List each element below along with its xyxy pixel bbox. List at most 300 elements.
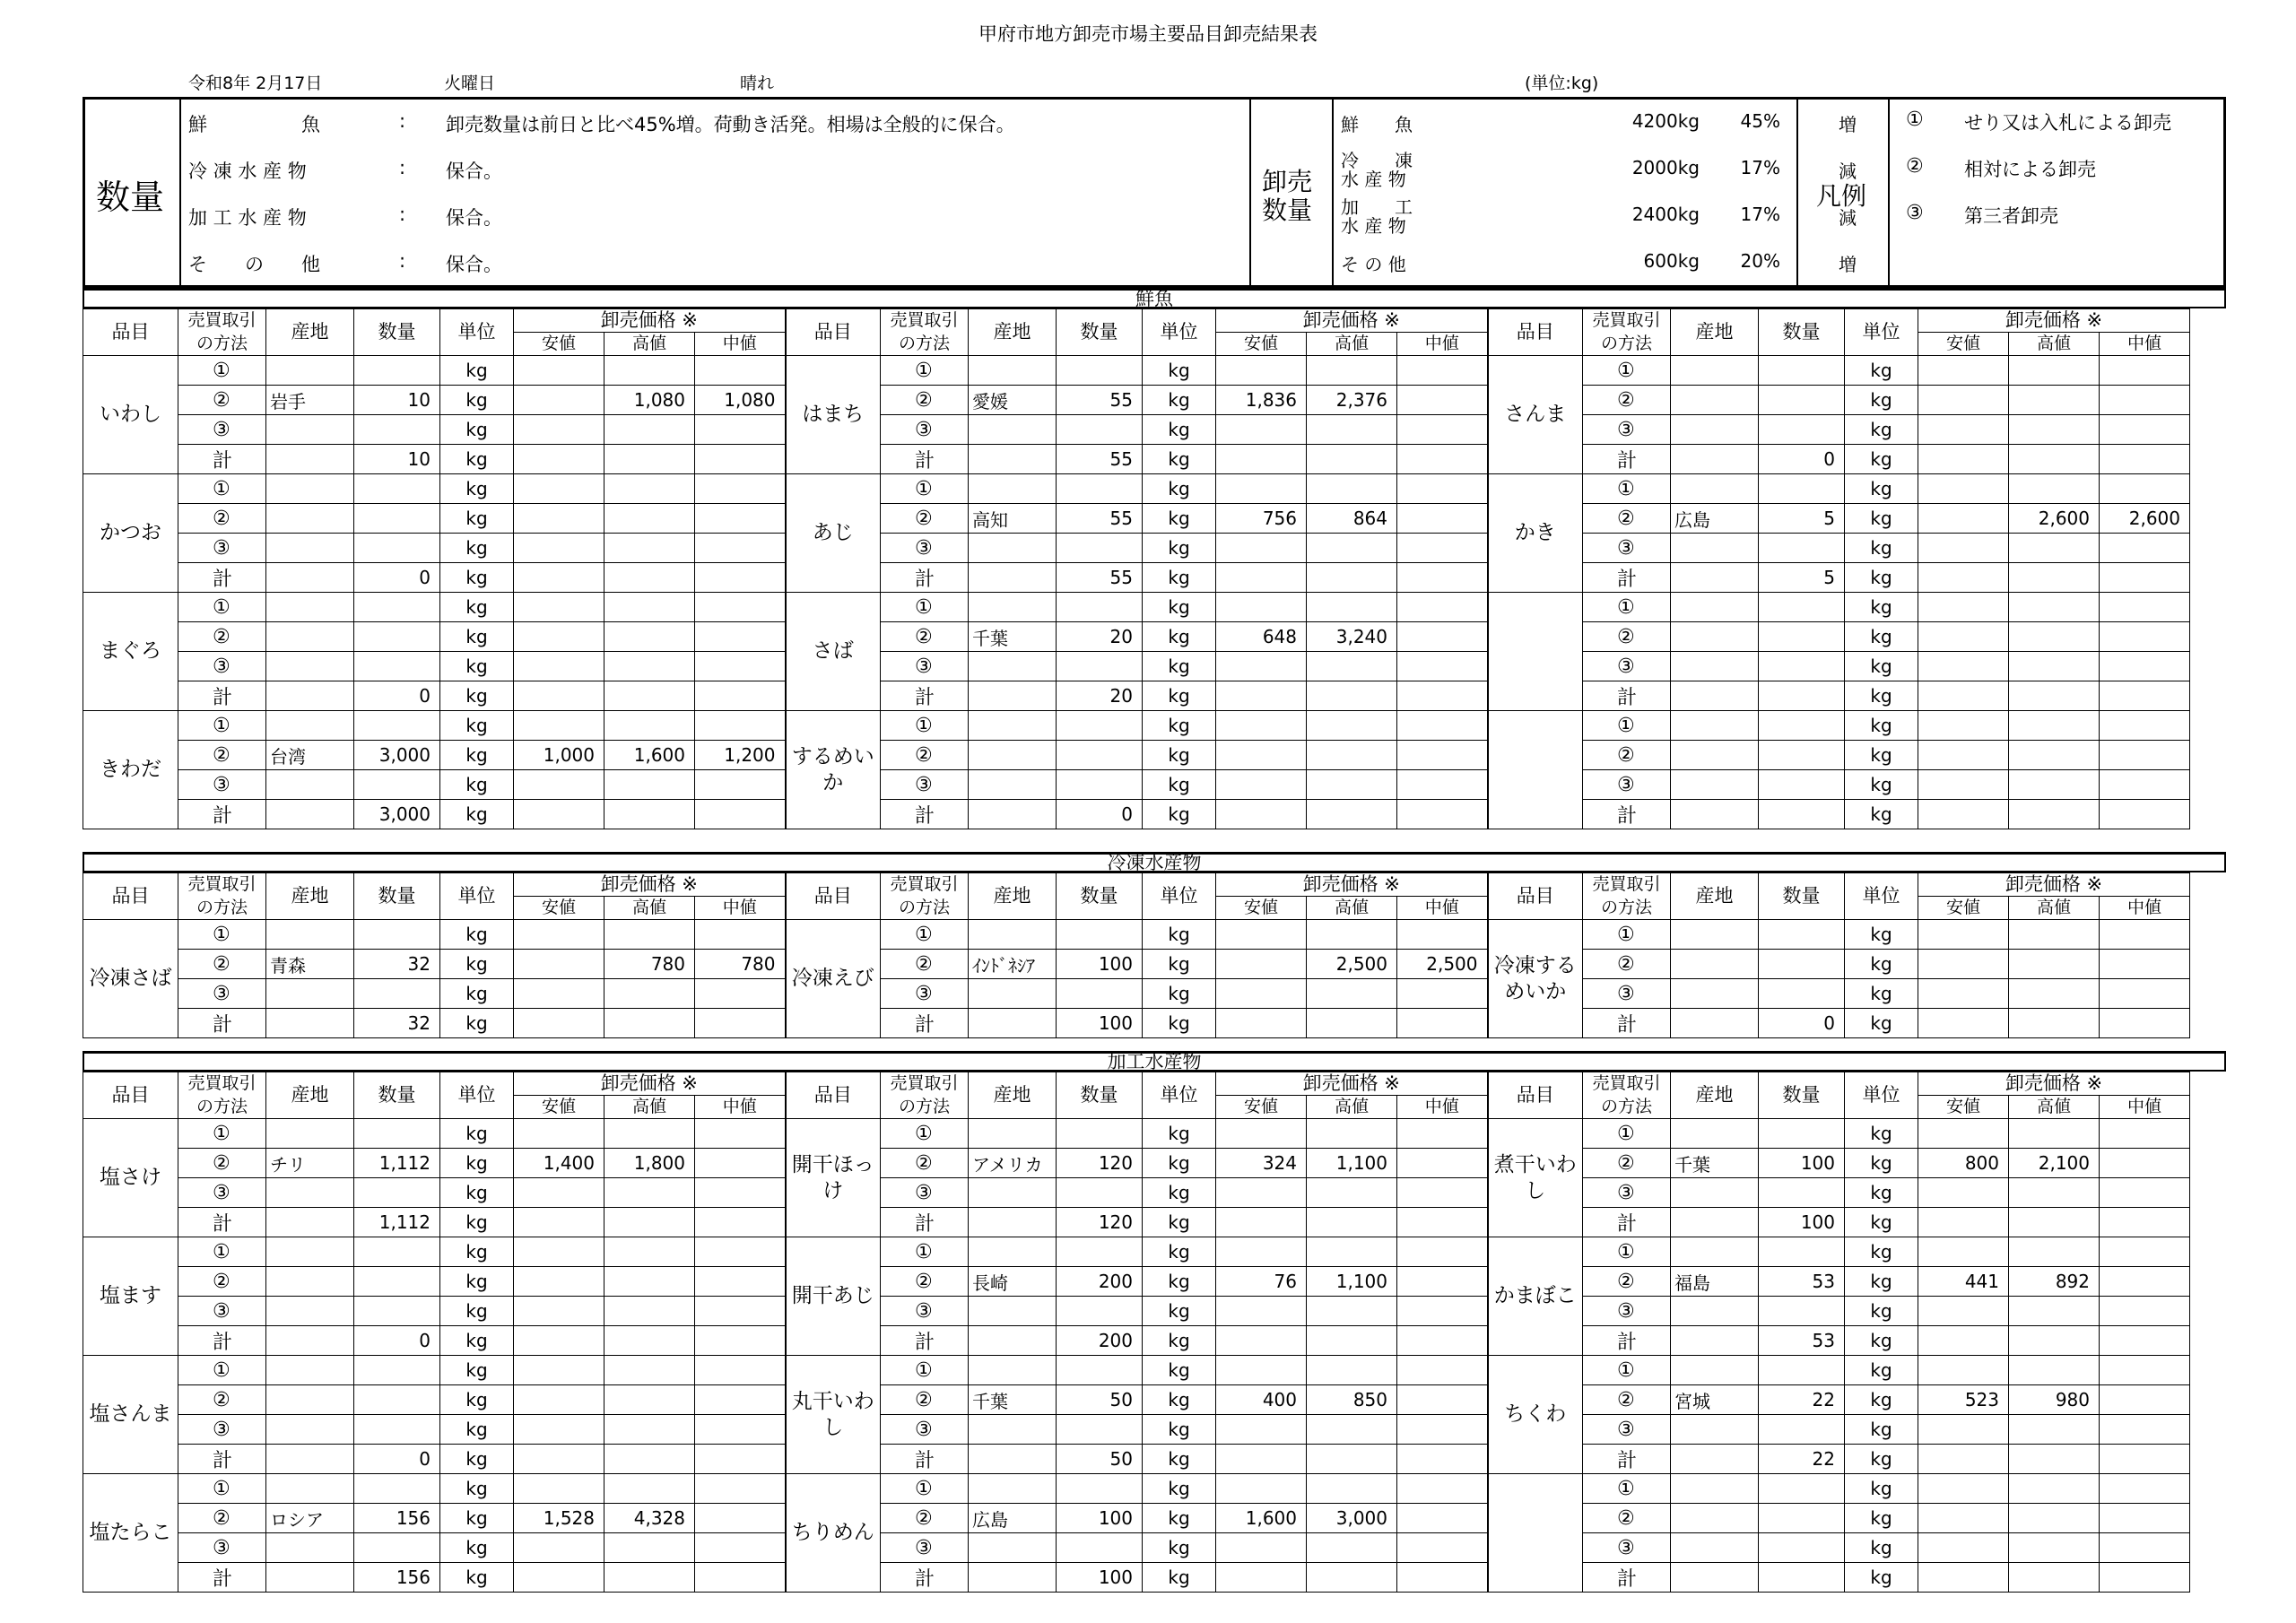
quantity-cell	[1057, 1297, 1143, 1326]
price-low-cell	[514, 950, 604, 979]
unit-cell: kg	[440, 1415, 514, 1445]
unit-cell: kg	[1143, 415, 1216, 445]
trade-method: ①	[178, 593, 266, 622]
volume-pct: 45%	[1740, 110, 1780, 132]
trade-method: ①	[1583, 1119, 1671, 1149]
price-high-cell	[1307, 1119, 1397, 1149]
price-high-cell	[1307, 356, 1397, 386]
unit-cell: kg	[1143, 1504, 1216, 1533]
table-row	[83, 979, 2190, 1009]
price-mid-cell	[1397, 711, 1488, 741]
price-high-cell	[604, 1178, 695, 1208]
trade-method: ③	[881, 770, 969, 800]
table-row	[83, 681, 2190, 711]
quantity-cell	[354, 1119, 440, 1149]
trade-method: ①	[881, 474, 969, 504]
unit-cell: kg	[440, 474, 514, 504]
price-low-cell	[1216, 1533, 1307, 1563]
unit-cell: kg	[1143, 741, 1216, 770]
trade-method: ①	[178, 1356, 266, 1385]
trade-method: 計	[881, 681, 969, 711]
quantity-cell	[1759, 950, 1845, 979]
price-low-cell	[514, 681, 604, 711]
price-low-cell	[1216, 445, 1307, 474]
origin-cell	[1671, 652, 1759, 681]
column-header-method-2: の方法	[178, 333, 266, 356]
column-header-method-2: の方法	[881, 1096, 969, 1119]
origin-cell	[1671, 1356, 1759, 1385]
price-low-cell: 523	[1918, 1385, 2009, 1415]
price-mid-cell	[1397, 1208, 1488, 1237]
quantity-total-cell: 156	[354, 1563, 440, 1593]
price-high-cell	[1307, 563, 1397, 593]
unit-cell: kg	[1845, 1356, 1918, 1385]
origin-cell	[266, 1178, 354, 1208]
trade-method: ③	[178, 979, 266, 1009]
trade-method: ②	[881, 504, 969, 534]
unit-cell: kg	[1143, 1149, 1216, 1178]
quantity-cell	[1759, 711, 1845, 741]
volume-pct: 17%	[1740, 204, 1780, 225]
unit-cell: kg	[1845, 356, 1918, 386]
price-high-cell	[1307, 800, 1397, 829]
price-low-cell	[514, 1533, 604, 1563]
column-header-item: 品目	[83, 309, 178, 356]
price-mid-cell	[2100, 652, 2190, 681]
price-mid-cell	[1397, 770, 1488, 800]
quantity-cell	[1057, 1237, 1143, 1267]
quantity-cell	[1759, 741, 1845, 770]
quantity-cell	[354, 504, 440, 534]
price-high-cell	[604, 622, 695, 652]
quantity-cell	[1057, 1474, 1143, 1504]
column-header-unit: 単位	[440, 1072, 514, 1119]
table-row	[83, 1208, 2190, 1237]
quantity-cell	[1759, 1356, 1845, 1385]
quantity-cell	[1759, 356, 1845, 386]
price-high-cell: 1,100	[1307, 1149, 1397, 1178]
volume-qty: 2400kg	[1631, 204, 1700, 225]
column-header-unit: 単位	[1845, 873, 1918, 920]
quantity-cell	[354, 474, 440, 504]
price-low-cell	[1216, 800, 1307, 829]
item-name: 冷凍さば	[83, 920, 178, 1038]
price-mid-cell	[2100, 356, 2190, 386]
price-low-cell	[1216, 741, 1307, 770]
unit-cell: kg	[440, 1178, 514, 1208]
quantity-cell	[1759, 1178, 1845, 1208]
price-mid-cell	[1397, 1119, 1488, 1149]
price-mid-cell	[695, 356, 786, 386]
price-high-cell	[604, 1533, 695, 1563]
price-mid-cell	[695, 1533, 786, 1563]
unit-cell: kg	[440, 1208, 514, 1237]
quantity-cell: 120	[1057, 1149, 1143, 1178]
origin-cell	[969, 1474, 1057, 1504]
origin-cell	[266, 534, 354, 563]
price-mid-cell	[1397, 356, 1488, 386]
price-high-cell	[1307, 1326, 1397, 1356]
price-high-cell: 1,100	[1307, 1267, 1397, 1297]
price-mid-cell	[2100, 1563, 2190, 1593]
price-high-cell	[604, 474, 695, 504]
trade-method: 計	[881, 1009, 969, 1038]
price-mid-cell	[1397, 800, 1488, 829]
origin-cell	[266, 979, 354, 1009]
column-header-qty: 数量	[354, 873, 440, 920]
trade-method: ①	[1583, 356, 1671, 386]
price-high-cell	[2009, 356, 2100, 386]
price-mid-cell	[695, 1415, 786, 1445]
volume-category-line2: 水 産 物	[1341, 169, 1406, 190]
price-high-cell	[1307, 1208, 1397, 1237]
origin-cell	[266, 1415, 354, 1445]
quantity-cell	[1759, 1119, 1845, 1149]
origin-cell	[1671, 356, 1759, 386]
quantity-cell: 100	[1057, 1504, 1143, 1533]
column-header-method-2: の方法	[178, 897, 266, 920]
trade-method: 計	[881, 1208, 969, 1237]
price-high-cell	[604, 681, 695, 711]
price-mid-cell	[1397, 1415, 1488, 1445]
price-mid-cell	[695, 1326, 786, 1356]
quantity-cell	[1759, 534, 1845, 563]
origin-cell	[266, 445, 354, 474]
trade-method: ③	[881, 1415, 969, 1445]
quantity-cell	[354, 1356, 440, 1385]
trade-method: 計	[1583, 1009, 1671, 1038]
trade-method: 計	[881, 1326, 969, 1356]
price-mid-cell	[1397, 1504, 1488, 1533]
table-row	[83, 1178, 2190, 1208]
quantity-cell	[354, 652, 440, 681]
price-high-cell: 850	[1307, 1385, 1397, 1415]
origin-cell	[266, 1326, 354, 1356]
unit-cell: kg	[1143, 1415, 1216, 1445]
origin-cell	[1671, 1119, 1759, 1149]
origin-cell	[969, 979, 1057, 1009]
price-high-cell	[1307, 652, 1397, 681]
unit-cell: kg	[1845, 1009, 1918, 1038]
trade-method: ②	[178, 1149, 266, 1178]
price-mid-cell	[695, 1237, 786, 1267]
unit-cell: kg	[440, 979, 514, 1009]
origin-cell	[969, 711, 1057, 741]
price-low-cell	[1918, 415, 2009, 445]
origin-cell: 千葉	[1671, 1149, 1759, 1178]
price-mid-cell	[2100, 1237, 2190, 1267]
price-mid-cell	[1397, 741, 1488, 770]
unit-cell: kg	[1845, 386, 1918, 415]
volume-qty: 4200kg	[1631, 110, 1700, 132]
price-low-cell	[1216, 1563, 1307, 1593]
origin-cell	[1671, 800, 1759, 829]
table-row	[83, 534, 2190, 563]
origin-cell	[1671, 741, 1759, 770]
quantity-cell	[354, 415, 440, 445]
price-low-cell	[1216, 1237, 1307, 1267]
column-header-item: 品目	[1488, 309, 1583, 356]
quantity-cell	[354, 1237, 440, 1267]
origin-cell	[1671, 1415, 1759, 1445]
table-row	[83, 1297, 2190, 1326]
trade-method: ③	[881, 1297, 969, 1326]
unit-cell: kg	[440, 681, 514, 711]
item-name: ちりめん	[786, 1474, 881, 1593]
price-low-cell	[1918, 800, 2009, 829]
price-mid-cell	[695, 563, 786, 593]
price-mid-cell	[1397, 534, 1488, 563]
origin-cell	[1671, 711, 1759, 741]
unit-cell: kg	[440, 445, 514, 474]
price-mid-cell	[1397, 1356, 1488, 1385]
price-low-cell	[514, 504, 604, 534]
column-header-high: 高値	[2009, 1096, 2100, 1119]
item-name: するめいか	[786, 711, 881, 829]
price-high-cell	[2009, 1237, 2100, 1267]
origin-cell	[969, 652, 1057, 681]
price-low-cell	[1216, 1415, 1307, 1445]
column-header-origin: 産地	[266, 1072, 354, 1119]
origin-cell: ロシア	[266, 1504, 354, 1533]
column-header-low: 安値	[1918, 897, 2009, 920]
origin-cell: 広島	[1671, 504, 1759, 534]
table-row	[83, 1563, 2190, 1593]
price-mid-cell	[2100, 1504, 2190, 1533]
item-name: かまぼこ	[1488, 1237, 1583, 1356]
price-low-cell	[514, 770, 604, 800]
price-mid-cell	[1397, 1297, 1488, 1326]
unit-cell: kg	[1143, 563, 1216, 593]
table-row	[83, 563, 2190, 593]
price-low-cell	[1918, 1119, 2009, 1149]
origin-cell: チリ	[266, 1149, 354, 1178]
column-header-price: 卸売価格 ※	[1918, 873, 2190, 897]
price-mid-cell	[695, 504, 786, 534]
quantity-cell	[1057, 770, 1143, 800]
price-high-cell	[2009, 474, 2100, 504]
unit-cell: kg	[1143, 979, 1216, 1009]
quantity-cell: 100	[1759, 1149, 1845, 1178]
quantity-cell	[1759, 770, 1845, 800]
price-high-cell	[2009, 1326, 2100, 1356]
price-mid-cell	[2100, 386, 2190, 415]
unit-cell: kg	[440, 652, 514, 681]
price-mid-cell	[2100, 711, 2190, 741]
trade-method: ①	[1583, 474, 1671, 504]
origin-cell	[266, 415, 354, 445]
column-header-unit: 単位	[1845, 1072, 1918, 1119]
column-header-mid: 中値	[2100, 333, 2190, 356]
item-name: きわだ	[83, 711, 178, 829]
unit-cell: kg	[1845, 979, 1918, 1009]
price-high-cell	[2009, 681, 2100, 711]
quantity-total-cell: 100	[1057, 1563, 1143, 1593]
unit-cell: kg	[1845, 1149, 1918, 1178]
price-low-cell	[514, 979, 604, 1009]
trade-method: 計	[178, 1208, 266, 1237]
column-header-origin: 産地	[1671, 1072, 1759, 1119]
legend-mark: ③	[1906, 202, 1924, 224]
unit-cell: kg	[1143, 356, 1216, 386]
price-high-cell	[604, 504, 695, 534]
trade-method: ①	[1583, 1237, 1671, 1267]
comment-category: 加 工 水 産 物	[188, 207, 307, 229]
origin-cell	[266, 1356, 354, 1385]
quantity-cell	[354, 770, 440, 800]
price-low-cell	[1918, 681, 2009, 711]
legend-text: せり又は入札による卸売	[1964, 112, 2171, 134]
price-high-cell: 2,600	[2009, 504, 2100, 534]
origin-cell	[969, 445, 1057, 474]
quantity-cell	[354, 920, 440, 950]
column-header-item: 品目	[83, 1072, 178, 1119]
unit-cell: kg	[1845, 534, 1918, 563]
column-header-qty: 数量	[1057, 1072, 1143, 1119]
price-low-cell	[1918, 1009, 2009, 1038]
price-low-cell	[1216, 1445, 1307, 1474]
price-low-cell	[1918, 979, 2009, 1009]
quantity-total-cell: 0	[354, 681, 440, 711]
unit-cell: kg	[1845, 950, 1918, 979]
item-name: 冷凍するめいか	[1488, 920, 1583, 1038]
trade-method: ②	[881, 741, 969, 770]
price-mid-cell	[1397, 979, 1488, 1009]
origin-cell	[969, 1208, 1057, 1237]
price-low-cell: 648	[1216, 622, 1307, 652]
price-high-cell	[2009, 770, 2100, 800]
quantity-cell	[354, 622, 440, 652]
origin-cell: ｲﾝﾄﾞﾈｼｱ	[969, 950, 1057, 979]
quantity-cell	[1057, 652, 1143, 681]
column-header-mid: 中値	[695, 897, 786, 920]
quantity-total-cell: 22	[1759, 1445, 1845, 1474]
item-name: 冷凍えび	[786, 920, 881, 1038]
unit-cell: kg	[1845, 1119, 1918, 1149]
price-mid-cell: 1,200	[695, 741, 786, 770]
unit-cell: kg	[440, 1356, 514, 1385]
price-mid-cell	[1397, 1267, 1488, 1297]
trade-method: ②	[881, 386, 969, 415]
price-mid-cell	[2100, 415, 2190, 445]
price-low-cell	[514, 593, 604, 622]
quantity-total-cell: 0	[1057, 800, 1143, 829]
column-header-item: 品目	[786, 873, 881, 920]
price-high-cell	[1307, 1356, 1397, 1385]
price-low-cell	[1918, 534, 2009, 563]
comment-text: 保合。	[446, 254, 502, 275]
unit-cell: kg	[1845, 474, 1918, 504]
quantity-total-cell	[1759, 681, 1845, 711]
quantity-cell: 10	[354, 386, 440, 415]
legend-text: 相対による卸売	[1964, 159, 2096, 180]
price-high-cell	[2009, 563, 2100, 593]
origin-cell	[1671, 563, 1759, 593]
price-low-cell	[514, 1119, 604, 1149]
price-high-cell	[604, 356, 695, 386]
price-mid-cell	[1397, 504, 1488, 534]
price-low-cell	[514, 1267, 604, 1297]
price-low-cell	[514, 474, 604, 504]
table-row	[83, 1326, 2190, 1356]
origin-cell	[266, 920, 354, 950]
price-high-cell	[1307, 1445, 1397, 1474]
volume-qty: 600kg	[1643, 250, 1700, 272]
price-low-cell	[1216, 534, 1307, 563]
price-high-cell	[1307, 593, 1397, 622]
unit-cell: kg	[440, 920, 514, 950]
section-table	[83, 1072, 2190, 1593]
quantity-cell: 5	[1759, 504, 1845, 534]
price-high-cell	[2009, 741, 2100, 770]
price-low-cell	[1216, 1208, 1307, 1237]
price-high-cell	[2009, 593, 2100, 622]
price-high-cell	[2009, 979, 2100, 1009]
unit-cell: kg	[440, 1326, 514, 1356]
origin-cell	[266, 356, 354, 386]
price-mid-cell: 2,600	[2100, 504, 2190, 534]
item-name	[1488, 1474, 1583, 1593]
price-low-cell	[514, 1415, 604, 1445]
quantity-cell: 100	[1057, 950, 1143, 979]
trade-method: ①	[178, 1237, 266, 1267]
price-mid-cell	[2100, 1385, 2190, 1415]
origin-cell	[266, 1563, 354, 1593]
unit-cell: kg	[1143, 1208, 1216, 1237]
quantity-cell	[354, 593, 440, 622]
price-low-cell	[1918, 1474, 2009, 1504]
origin-cell	[969, 1009, 1057, 1038]
price-mid-cell	[695, 1474, 786, 1504]
unit-cell: kg	[1845, 563, 1918, 593]
trade-method: ③	[1583, 1178, 1671, 1208]
price-high-cell	[1307, 1533, 1397, 1563]
trade-method: ③	[881, 652, 969, 681]
column-header-item: 品目	[1488, 1072, 1583, 1119]
unit-cell: kg	[1845, 1267, 1918, 1297]
price-low-cell	[514, 711, 604, 741]
origin-cell	[1671, 622, 1759, 652]
volume-direction: 減	[1839, 161, 1857, 182]
table-row	[83, 415, 2190, 445]
unit-cell: kg	[1845, 800, 1918, 829]
price-low-cell	[514, 1356, 604, 1385]
price-high-cell	[604, 1474, 695, 1504]
trade-method: ①	[178, 356, 266, 386]
origin-cell	[1671, 1178, 1759, 1208]
unit-cell: kg	[1143, 711, 1216, 741]
price-low-cell: 1,000	[514, 741, 604, 770]
price-mid-cell	[2100, 474, 2190, 504]
column-header-method: 売買取引	[881, 309, 969, 333]
price-mid-cell	[1397, 1178, 1488, 1208]
column-header-price: 卸売価格 ※	[514, 873, 786, 897]
item-name: はまち	[786, 356, 881, 474]
table-row	[83, 504, 2190, 534]
trade-method: 計	[178, 800, 266, 829]
price-low-cell: 400	[1216, 1385, 1307, 1415]
unit-cell: kg	[1845, 1208, 1918, 1237]
price-high-cell	[2009, 1009, 2100, 1038]
price-mid-cell	[695, 1149, 786, 1178]
column-header-method: 売買取引	[178, 1072, 266, 1096]
table-row	[83, 593, 2190, 622]
item-name: 開干ほっけ	[786, 1119, 881, 1237]
unit-cell: kg	[1845, 1474, 1918, 1504]
price-mid-cell	[2100, 1009, 2190, 1038]
volume-direction: 増	[1839, 254, 1857, 275]
origin-cell	[266, 1474, 354, 1504]
